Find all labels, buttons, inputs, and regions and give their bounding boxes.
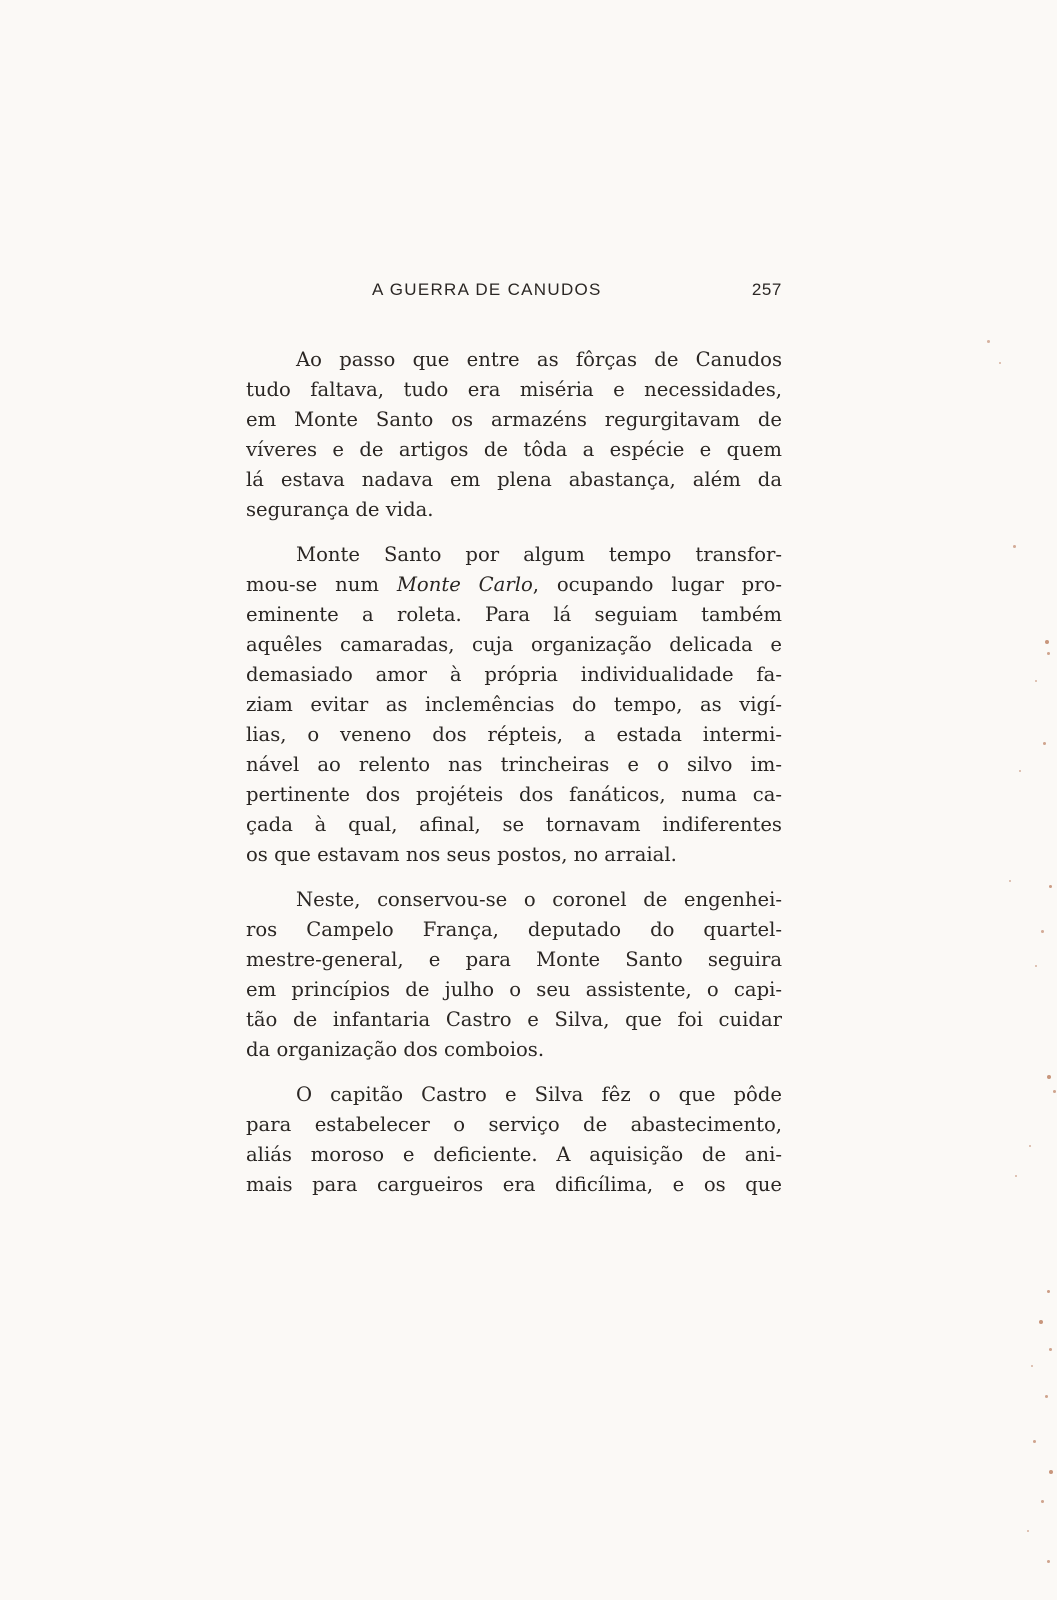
foxing-speck <box>1045 640 1049 644</box>
text-line: os que estavam nos seus postos, no arraial. <box>246 843 677 866</box>
foxing-speck <box>1047 652 1050 655</box>
foxing-speck <box>987 340 990 343</box>
text-line: lá estava nadava em plena abastança, além da <box>246 468 782 491</box>
running-head <box>240 277 782 307</box>
text-line: aquêles camaradas, cuja organização delicada e <box>246 633 782 656</box>
foxing-speck <box>1041 930 1044 933</box>
text-line: víveres e de artigos de tôda a espécie e quem <box>246 438 782 461</box>
text-line: ziam evitar as inclemências do tempo, as vigí- <box>246 693 782 716</box>
foxing-speck <box>1045 1395 1048 1398</box>
body-text <box>246 345 782 1215</box>
foxing-speck <box>1035 680 1037 682</box>
text-line: Neste, conservou-se o coronel de engenhei- <box>296 888 782 911</box>
foxing-speck <box>1033 1440 1036 1443</box>
text-line: em Monte Santo os armazéns regurgitavam de <box>246 408 782 431</box>
text-line: da organização dos comboios. <box>246 1038 545 1061</box>
foxing-speck <box>1049 1470 1053 1474</box>
text-line: em princípios de julho o seu assistente, o capi- <box>246 978 782 1001</box>
running-title: A GUERRA DE CANUDOS <box>372 280 602 299</box>
page-number: 257 <box>751 280 782 299</box>
text-line: para estabelecer o serviço de abastecimento, <box>246 1113 782 1136</box>
foxing-speck <box>1027 1530 1029 1532</box>
foxing-speck <box>1035 965 1037 967</box>
foxing-speck <box>1047 1290 1050 1293</box>
foxing-speck <box>1031 1365 1033 1367</box>
text-line: aliás moroso e deficiente. A aquisição de ani- <box>246 1143 782 1166</box>
foxing-speck <box>1009 880 1011 882</box>
foxing-speck <box>1029 1145 1031 1147</box>
text-line: mais para cargueiros era dificílima, e os que <box>246 1173 782 1196</box>
text-line: nável ao relento nas trincheiras e o silvo im- <box>246 753 782 776</box>
text-line: tudo faltava, tudo era miséria e necessidades, <box>246 378 782 401</box>
italic-title: Monte Carlo <box>396 573 533 596</box>
paper-foxing <box>947 0 1057 1600</box>
text-line-with-italic <box>246 570 782 600</box>
foxing-speck <box>1049 885 1052 888</box>
text-line: Monte Santo por algum tempo transfor- <box>296 543 782 566</box>
foxing-speck <box>1047 1560 1050 1563</box>
text-line: çada à qual, afinal, se tornavam indiferentes <box>246 813 782 836</box>
foxing-speck <box>1053 1090 1056 1093</box>
foxing-speck <box>1039 1320 1043 1324</box>
text-run: mou-se num <box>246 573 397 596</box>
paragraph-3 <box>246 885 782 1065</box>
foxing-speck <box>1049 1348 1052 1351</box>
text-line: Ao passo que entre as fôrças de Canudos <box>296 348 782 371</box>
text-run: , ocupando lugar pro- <box>532 573 782 596</box>
text-line: mestre-general, e para Monte Santo seguira <box>246 948 782 971</box>
foxing-speck <box>1013 545 1016 548</box>
foxing-speck <box>999 362 1001 364</box>
foxing-speck <box>1041 1500 1044 1503</box>
text-line: ros Campelo França, deputado do quartel- <box>246 918 782 941</box>
paragraph-1 <box>246 345 782 525</box>
foxing-speck <box>1015 1175 1017 1177</box>
text-line: O capitão Castro e Silva fêz o que pôde <box>296 1083 782 1106</box>
foxing-speck <box>1019 770 1021 772</box>
text-line: segurança de vida. <box>246 498 434 521</box>
paragraph-4 <box>246 1080 782 1200</box>
text-line: demasiado amor à própria individualidade fa- <box>246 663 782 686</box>
foxing-speck <box>1047 1075 1051 1079</box>
paragraph-2 <box>246 540 782 870</box>
text-line: eminente a roleta. Para lá seguiam também <box>246 603 782 626</box>
foxing-speck <box>1043 742 1046 745</box>
text-line: lias, o veneno dos répteis, a estada intermi- <box>246 723 782 746</box>
text-line: tão de infantaria Castro e Silva, que foi cuidar <box>246 1008 782 1031</box>
text-line: pertinente dos projéteis dos fanáticos, numa ca- <box>246 783 782 806</box>
